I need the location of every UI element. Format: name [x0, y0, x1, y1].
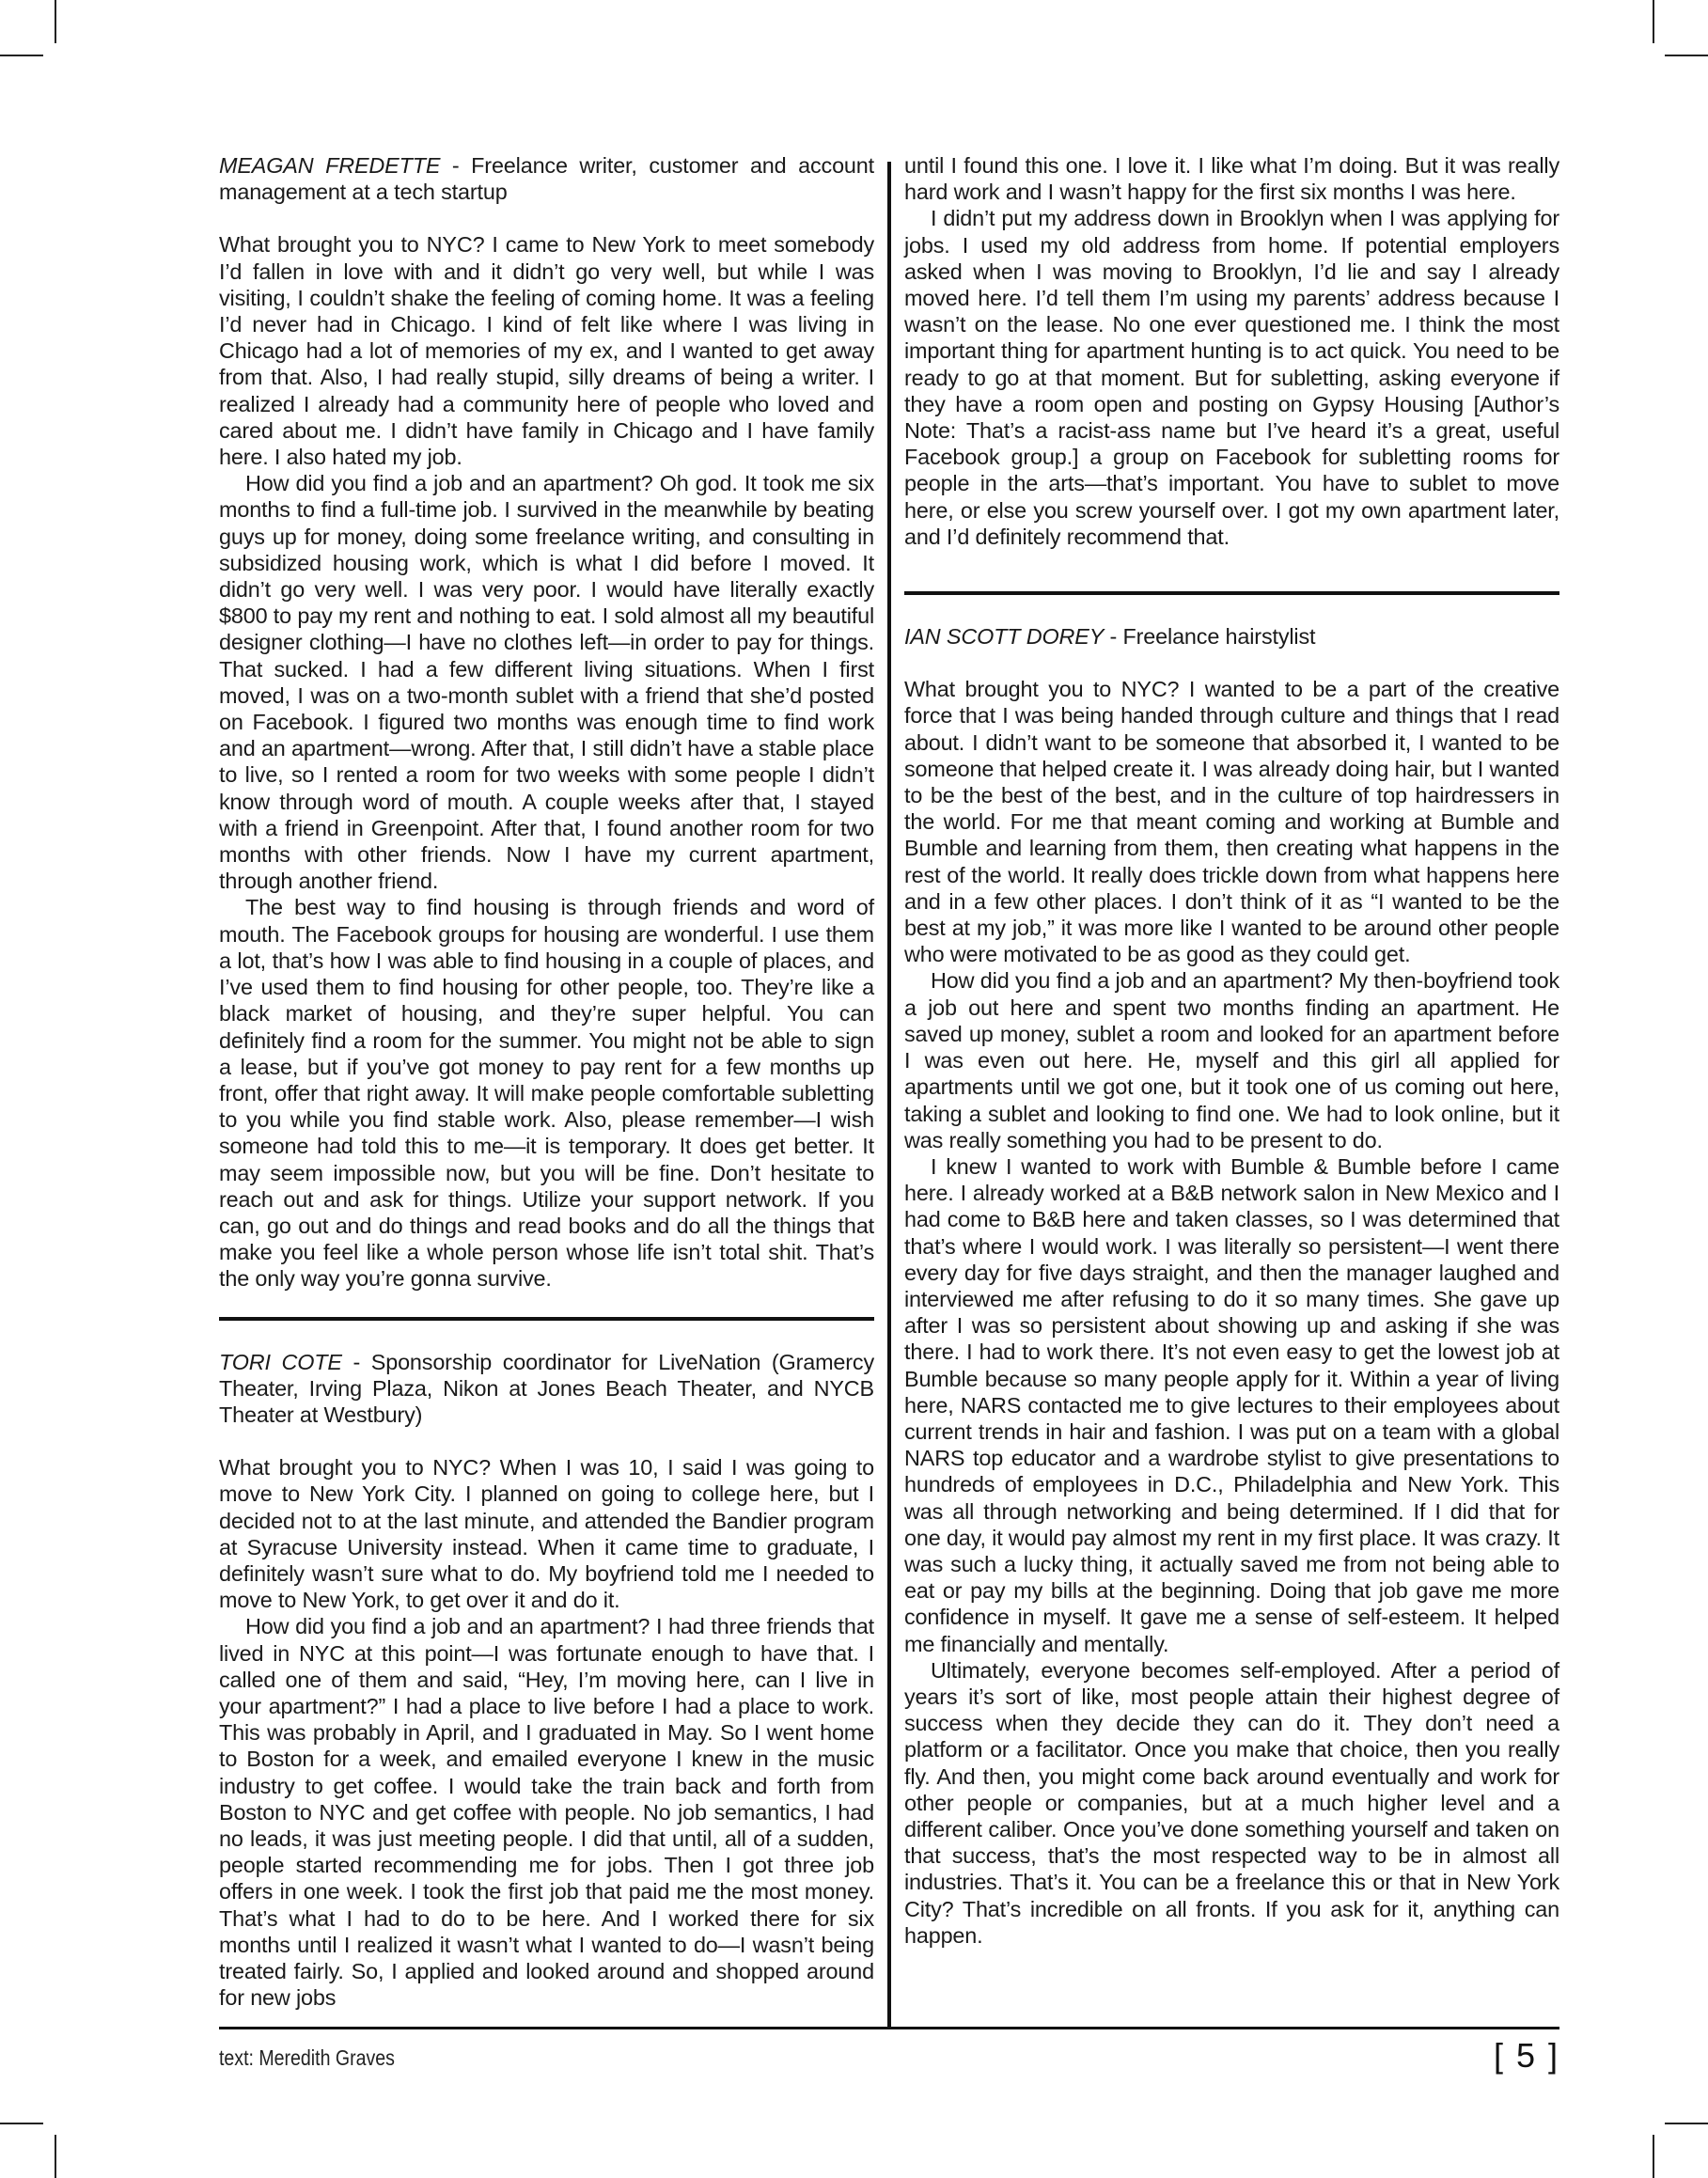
paragraph: How did you find a job and an apartment? Oh god. It took me six months to find a full-time job. I survived in the meanwhile by beating guys up for money, doing some freelance writing, and consulting in subsidized housing work, which is what I did before I moved. It didn’t go very well. I was very poor. I would have literally exactly $800 to pay my rent and nothing to eat. I sold almost all my beautiful designer clothing—I have no clothes left—in order to pay for things. That sucked. I had a few different living situations. When I first moved, I was on a two-month sublet with a friend that she’d posted on Facebook. I figured two months was enough time to find work and an apartment—wrong. After that, I still didn’t have a stable place to live, so I rented a room for two weeks with some people I didn’t know through word of mouth. A couple weeks after that, I stayed with a friend in Greenpoint. After that, I found another room for two months with other friends. Now I have my current apartment, through another friend.	[219, 471, 874, 894]
crop-mark	[55, 0, 56, 43]
section-divider	[904, 591, 1559, 595]
paragraph: The best way to find housing is through friends and word of mouth. The Facebook groups for housing are wonderful. I use them a lot, that’s how I was able to find housing in a couple of places, and I’ve used them to find housing for other people, too. They’re like a black market of housing, and they’re super helpful. You can definitely find a room for the summer. You might not be able to sign a lease, but if you’ve got money to pay rent for a few months up front, offer that right away. It will make people comfortable subletting to you while you find stable work. Also, please remember—I wish someone had told this to me—it is temporary. It does get better. It may seem impossible now, but you will be fine. Don’t hesitate to reach out and ask for things. Utilize your support network. If you can, go out and do things and read books and do all the things that make you feel like a whole person whose life isn’t total shit. That’s the only way you’re gonna survive.	[219, 895, 874, 1292]
crop-mark	[1665, 55, 1708, 56]
paragraph: How did you find a job and an apartment? I had three friends that lived in NYC at this point—I was fortunate enough to have that. I called one of them and said, “Hey, I’m moving here, can I live in your apartment?” I had a place to live before I had a place to work. This was probably in April, and I graduated in May. So I went home to Boston for a week, and emailed everyone I knew in the music industry to get coffee. I would take the train back and forth from Boston to NYC and get coffee with people. No job semantics, I had no leads, it was just meeting people. I did that until, all of a sudden, people started recommending me for jobs. Then I got three job offers in one week. I took the first job that paid me the most money. That’s what I had to do to be here. And I worked there for six months until I realized it wasn’t what I wanted to do—I wasn’t being treated fairly. So, I applied and looked around and shopped around for new jobs	[219, 1614, 874, 2011]
profile-meagan-fredette	[219, 152, 874, 1293]
crop-mark	[55, 2135, 56, 2178]
paragraph: Ultimately, everyone becomes self-employed. After a period of years it’s sort of like, most people attain their highest degree of success when they decide they can do it. They don’t need a platform or a facilitator. Once you make that choice, then you really fly. And then, you might come back around eventually and work for other people or companies, but at a much higher level and a different caliber. Once you’ve done something yourself and taken on that success, that’s the most respected way to be in almost all industries. That’s it. You can be a freelance this or that in New York City? That’s incredible on all fronts. If you ask for it, anything can happen.	[904, 1657, 1559, 1948]
crop-mark	[0, 55, 43, 56]
footer-rule	[219, 2027, 1559, 2029]
author-credit: text: Meredith Graves	[219, 2045, 395, 2070]
page-number: [ 5 ]	[1493, 2036, 1559, 2075]
crop-mark	[1653, 0, 1654, 43]
profile-tori-cote-continued	[904, 152, 1559, 550]
profile-tori-cote	[219, 1349, 874, 2012]
profile-header	[219, 152, 874, 205]
profile-ian-scott-dorey	[904, 623, 1559, 1949]
profile-header	[219, 1349, 874, 1429]
right-column	[904, 152, 1559, 1949]
left-column	[219, 152, 874, 2011]
paragraph: What brought you to NYC? I came to New York to meet somebody I’d fallen in love with and it didn’t go very well, but while I was visiting, I couldn’t shake the feeling of coming home. It was a feeling I’d never had in Chicago. I kind of felt like where I was living in Chicago had a lot of memories of my ex, and I wanted to get away from that. Also, I had really stupid, silly dreams of being a writer. I realized I already had a community here of people who loved and cared about me. I didn’t have family in Chicago and I have family here. I also hated my job.	[219, 232, 874, 470]
paragraph: I didn’t put my address down in Brooklyn when I was applying for jobs. I used my old address from home. If potential employers asked when I was moving to Brooklyn, I’d lie and say I already moved here. I’d tell them I’m using my parents’ address because I wasn’t on the lease. No one ever questioned me. I think the most important thing for apartment hunting is to act quick. You need to be ready to go at that moment. But for subletting, asking everyone if they have a room open and posting on Gypsy Housing [Author’s Note: That’s a racist-ass name but I’ve heard it’s a great, useful Facebook group.] a group on Facebook for subletting rooms for people in the arts—that’s important. You have to sublet to move here, or else you screw yourself over. I got my own apartment later, and I’d definitely recommend that.	[904, 206, 1559, 549]
column-divider	[887, 162, 891, 2027]
paragraph: until I found this one. I love it. I like what I’m doing. But it was really hard work and I wasn’t happy for the first six months I was here.	[904, 153, 1559, 205]
profile-name: IAN SCOTT DOREY	[904, 624, 1105, 650]
crop-mark	[1653, 2135, 1654, 2178]
profile-role: - Freelance writer, customer and account management at a tech startup	[219, 153, 874, 205]
profile-role: - Sponsorship coordinator for LiveNation (Gramercy Theater, Irving Plaza, Nikon at Jones Beach Theater, and NYCB Theater at Westbury)	[219, 1349, 874, 1427]
profile-role: - Freelance hairstylist	[1104, 624, 1316, 650]
section-divider	[219, 1317, 874, 1321]
paragraph: What brought you to NYC? I wanted to be a part of the creative force that I was being handed through culture and things that I read about. I didn’t want to be someone that absorbed it, I wanted to be someone that helped create it. I was already doing hair, but I wanted to be the best of the best, and in the culture of top hairdressers in the world. For me that meant coming and working at Bumble and Bumble and learning from them, then creating what happens in the rest of the world. It really does trickle down from what happens here and in a few other places. I don’t think of it as “I wanted to be the best at my job,” it was more like I wanted to be around other people who were motivated to be as good as they could get.	[904, 677, 1560, 967]
paragraph: How did you find a job and an apartment? My then-boyfriend took a job out here and spent two months finding an apartment. He saved up money, sublet a room and looked for an apartment before I was even out here. He, myself and this girl all applied for apartments until we got one, but it took one of us coming out here, taking a sublet and looking to find one. We had to look online, but it was really something you had to be present to do.	[904, 968, 1559, 1152]
paragraph: What brought you to NYC? When I was 10, I said I was going to move to New York City. I planned on going to college here, but I decided not to at the last minute, and attended the Bandier program at Syracuse University instead. When it came time to graduate, I definitely wasn’t sure what to do. My boyfriend told me I needed to move to New York, to get over it and do it.	[219, 1455, 874, 1613]
crop-mark	[1665, 2123, 1708, 2124]
paragraph: I knew I wanted to work with Bumble & Bumble before I came here. I already worked at a B&B network salon in New Mexico and I had come to B&B here and taken classes, so I was determined that that’s where I would work. I was literally so persistent—I went there every day for five days straight, and then the manager laughed and interviewed me after refusing to do it so many times. She gave up after I was so persistent about showing up and asking if she was there. I had to work there. It’s not even easy to get the lowest job at Bumble because so many people apply for it. Within a year of living here, NARS contacted me to give lectures to their employees about current trends in hair and fashion. I was put on a team with a global NARS top educator and a wardrobe stylist to give presentations to hundreds of employees in D.C., Philadelphia and New York. This was all through networking and being determined. If I did that for one day, it would pay almost my rent in my first place. It was crazy. It was such a lucky thing, it actually saved me from not being able to eat or pay my bills at the beginning. Doing that job gave me more confidence in myself. It gave me a sense of self-esteem. It helped me financially and mentally.	[904, 1153, 1559, 1656]
profile-name: TORI COTE	[219, 1349, 342, 1374]
crop-mark	[0, 2123, 43, 2124]
profile-header	[904, 623, 1559, 650]
profile-name: MEAGAN FREDETTE	[219, 153, 441, 178]
